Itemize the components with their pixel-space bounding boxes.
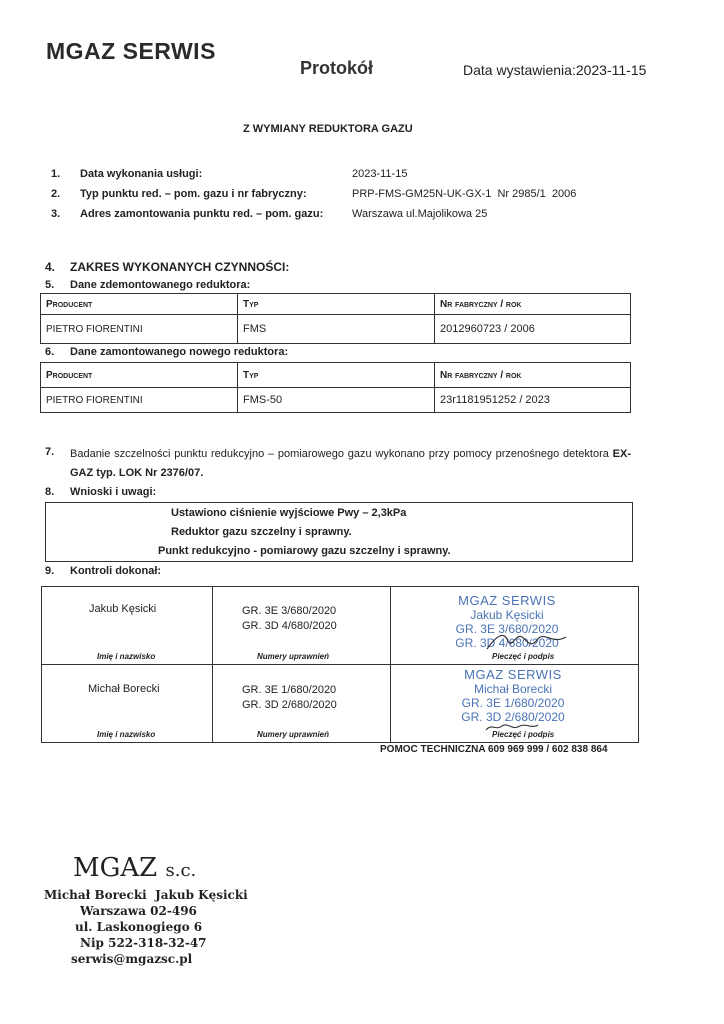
- caption-seal: Pieczęć i podpis: [492, 652, 555, 661]
- header-serial: Nr fabryczny / rok: [435, 363, 631, 388]
- item-2-label: Typ punktu red. – pom. gazu i nr fabryczny:: [80, 188, 307, 200]
- new-reducer-table: [40, 362, 631, 413]
- section-5-number: 5.: [45, 279, 55, 291]
- item-3-label: Adres zamontowania punktu red. – pom. gazu:: [80, 208, 324, 220]
- inspector-2-perm2: GR. 3D 2/680/2020: [242, 699, 337, 711]
- removed-producer: PIETRO FIORENTINI: [41, 315, 238, 344]
- issue-date-value: 2023-11-15: [575, 62, 647, 78]
- footer-email: serwis@mgazsc.pl: [71, 952, 193, 966]
- item-2-value: PRP-FMS-GM25N-UK-GX-1 Nr 2985/1 2006: [352, 188, 577, 200]
- header-producer: Producent: [41, 294, 238, 315]
- section-7-text: [70, 445, 631, 483]
- header-producer: Producent: [41, 363, 238, 388]
- stamp-2-line: Michał Borecki: [473, 682, 553, 696]
- section-9-label: Kontroli dokonał:: [70, 565, 162, 577]
- header-serial: Nr fabryczny / rok: [435, 294, 631, 315]
- caption-name: Imię i nazwisko: [97, 730, 156, 739]
- stamp-1-line: GR. 3D 4/680/2020: [455, 636, 559, 650]
- item-1-label: Data wykonania usługi:: [80, 168, 203, 180]
- new-serial: 23r1181951252 / 2023: [435, 388, 631, 413]
- footer-company-name: MGAZ: [73, 853, 158, 883]
- stamp-2-line: GR. 3E 1/680/2020: [461, 696, 565, 710]
- note-3: Punkt redukcyjno - pomiarowy gazu szczelny i sprawny.: [158, 545, 451, 557]
- header-type: Typ: [238, 294, 435, 315]
- inspector-2-name: Michał Borecki: [88, 683, 160, 695]
- item-3-number: 3.: [51, 208, 61, 220]
- caption-seal: Pieczęć i podpis: [492, 730, 555, 739]
- document-title: Protokół: [300, 58, 374, 78]
- removed-type: FMS: [238, 315, 435, 344]
- note-1: Ustawiono ciśnienie wyjściowe Pwy – 2,3kPa: [171, 507, 407, 519]
- stamp-2: [438, 667, 588, 724]
- footer-nip: Nip 522-318-32-47: [80, 936, 207, 950]
- note-2: Reduktor gazu szczelny i sprawny.: [171, 526, 352, 538]
- caption-perm: Numery uprawnień: [257, 652, 330, 661]
- issue-date: [463, 62, 646, 78]
- section-7-detector: EX-GAZ typ. LOK Nr 2376/07.: [70, 448, 631, 479]
- issue-date-label: Data wystawienia:: [463, 62, 576, 78]
- item-2-number: 2.: [51, 188, 61, 200]
- removed-reducer-table: [40, 293, 631, 344]
- section-6-label: Dane zamontowanego nowego reduktora:: [70, 346, 289, 358]
- footer-street: ul. Laskonogiego 6: [75, 920, 203, 934]
- inspector-1-perm1: GR. 3E 3/680/2020: [242, 605, 337, 617]
- footer-company-suffix: s.c.: [165, 860, 197, 881]
- inspector-1-perm2: GR. 3D 4/680/2020: [242, 620, 337, 632]
- footer-company: [73, 853, 196, 883]
- footer-city: Warszawa 02-496: [80, 904, 197, 918]
- stamp-1-line: MGAZ SERWIS: [458, 593, 556, 608]
- new-producer: PIETRO FIORENTINI: [41, 388, 238, 413]
- notes-box: [45, 502, 633, 562]
- inspector-1-name: Jakub Kęsicki: [89, 603, 157, 615]
- section-7-text-a: Badanie szczelności punktu redukcyjno – pomiarowego gazu wykonano przy pomocy przenośnego detektora: [70, 448, 613, 460]
- caption-name: Imię i nazwisko: [97, 652, 156, 661]
- caption-perm: Numery uprawnień: [257, 730, 330, 739]
- inspector-2-perm1: GR. 3E 1/680/2020: [242, 684, 337, 696]
- new-type: FMS-50: [238, 388, 435, 413]
- stamp-1-line: GR. 3E 3/680/2020: [455, 622, 559, 636]
- footer-owners: Michał Borecki Jakub Kęsicki: [44, 888, 248, 902]
- section-9-number: 9.: [45, 565, 55, 577]
- document-subtitle: Z WYMIANY REDUKTORA GAZU: [243, 123, 413, 135]
- section-5-label: Dane zdemontowanego reduktora:: [70, 279, 251, 291]
- technical-support: POMOC TECHNICZNA 609 969 999 / 602 838 864: [380, 744, 608, 755]
- removed-serial: 2012960723 / 2006: [435, 315, 631, 344]
- stamp-2-line: GR. 3D 2/680/2020: [461, 710, 565, 724]
- item-1-value: 2023-11-15: [352, 168, 408, 180]
- stamp-2-line: MGAZ SERWIS: [464, 667, 562, 682]
- section-8-number: 8.: [45, 486, 55, 498]
- section-6-number: 6.: [45, 346, 55, 358]
- signature-1: [482, 627, 572, 655]
- section-4-label: ZAKRES WYKONANYCH CZYNNOŚCI:: [70, 260, 290, 274]
- section-7-number: 7.: [45, 446, 55, 458]
- divider: [42, 664, 638, 665]
- section-4-number: 4.: [45, 260, 56, 274]
- inspectors-box: [41, 586, 639, 743]
- header-type: Typ: [238, 363, 435, 388]
- stamp-1-line: Jakub Kęsicki: [470, 608, 544, 622]
- section-8-label: Wnioski i uwagi:: [70, 486, 157, 498]
- item-3-value: Warszawa ul.Majolikowa 25: [352, 208, 488, 220]
- company-name: MGAZ SERWIS: [46, 38, 216, 64]
- item-1-number: 1.: [51, 168, 61, 180]
